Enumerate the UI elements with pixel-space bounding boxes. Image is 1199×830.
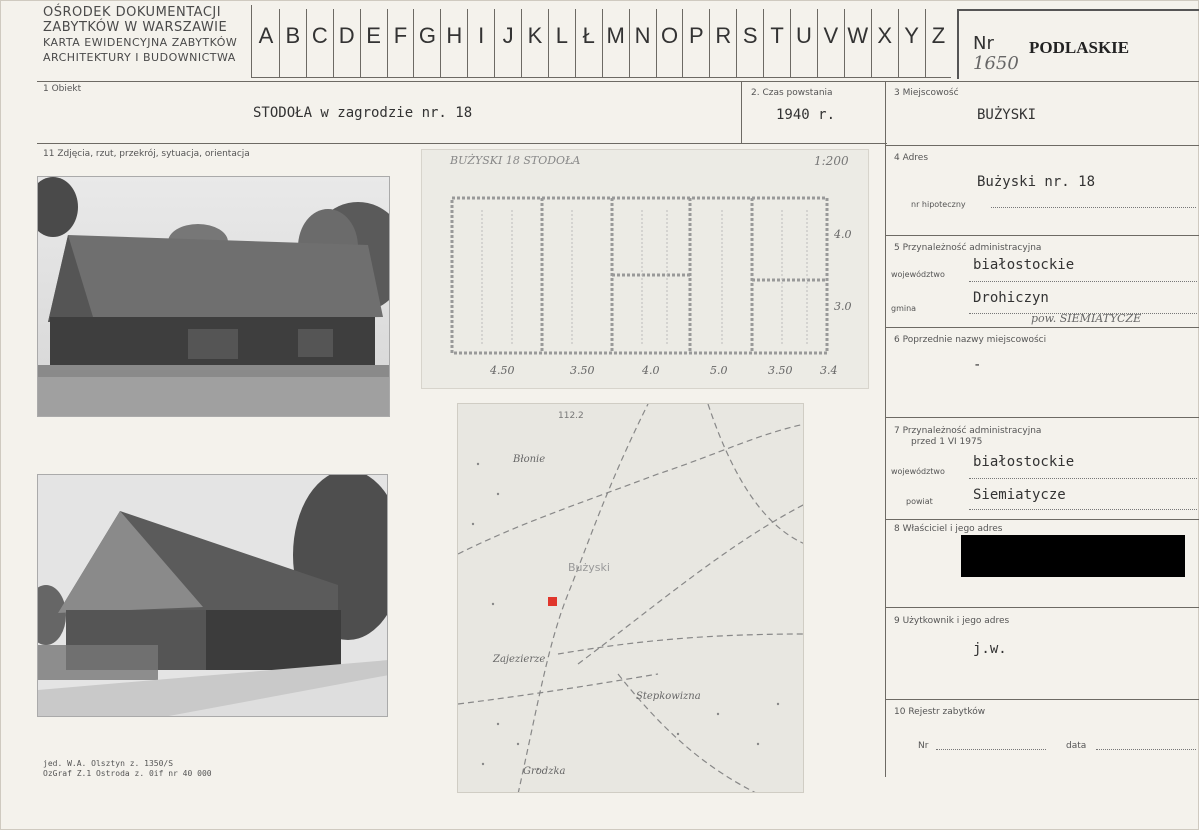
print-footer	[43, 759, 212, 779]
plan-dimension: 3.50	[768, 364, 793, 377]
alphabet-letter: G	[418, 23, 436, 48]
plan-dimension: 4.50	[490, 364, 515, 377]
region-stamp: PODLASKIE	[1029, 38, 1130, 57]
alphabet-letter: Ł	[582, 23, 595, 48]
alphabet-letter: R	[715, 23, 732, 48]
alphabet-letter: Y	[904, 23, 919, 48]
plan-side-dim-1: 4.0	[834, 228, 852, 241]
plan-dimension: 3.50	[570, 364, 595, 377]
zdjecia-label: 11 Zdjęcia, rzut, przekrój, sytuacja, orientacja	[43, 149, 250, 159]
print-footer-line2: OzGraf Z.1 Ostroda z. 0if nr 40 000	[43, 769, 212, 778]
alphabet-letter: P	[689, 23, 704, 48]
alphabet-letter: L	[555, 23, 569, 48]
alphabet-letter: N	[634, 23, 651, 48]
nr-value: 1650	[973, 53, 1019, 74]
wojewodztwo-value: białostockie	[973, 257, 1075, 273]
situation-map	[457, 403, 804, 793]
rejestr-label: 10 Rejestr zabytków	[894, 707, 986, 717]
poprzednie-label: 6 Poprzednie nazwy miejscowości	[894, 335, 1047, 345]
alphabet-letter: B	[285, 23, 301, 48]
przynaleznosc75-label: 7 Przynależność administracyjna	[894, 426, 1042, 436]
powiat-handwritten-note: pow. SIEMIATYCZE	[1031, 312, 1142, 325]
przynaleznosc-label: 5 Przynależność administracyjna	[894, 243, 1042, 253]
rejestr-nr-label: Nr	[918, 741, 929, 751]
barn-photo-side	[37, 474, 388, 717]
map-label-blonie: Błonie	[513, 454, 546, 465]
map-height: 112.2	[558, 411, 584, 421]
map-label-buzyski: Bużyski	[568, 561, 610, 574]
alphabet-letter: K	[527, 23, 543, 48]
alphabet-letter: I	[478, 23, 485, 48]
plan-dimension: 3.4	[820, 364, 838, 377]
nr-label: Nr	[973, 33, 994, 54]
institution-block	[43, 5, 248, 65]
institution-line1: OŚRODEK DOKUMENTACJI	[43, 5, 222, 20]
alphabet-letter: M	[606, 23, 625, 48]
adres-value: Bużyski nr. 18	[977, 174, 1096, 190]
map-label-zajezierze: Zajezierze	[493, 654, 546, 665]
poprzednie-value: -	[973, 357, 982, 373]
alphabet-letter: V	[823, 23, 839, 48]
obiekt-label: 1 Obiekt	[43, 84, 82, 94]
alphabet-letter: S	[742, 23, 758, 48]
alphabet-letter: A	[258, 23, 274, 48]
alphabet-letter: T	[770, 23, 784, 48]
czas-value: 1940 r.	[776, 107, 836, 123]
floor-plan	[421, 149, 869, 389]
alphabet-letter: E	[366, 23, 381, 48]
map-label-stepkowizna: Stepkowizna	[636, 691, 701, 702]
card-type-line2: ARCHITEKTURY I BUDOWNICTWA	[43, 51, 236, 64]
barn-photo-front	[37, 176, 390, 417]
card-type-line1: KARTA EWIDENCYJNA ZABYTKÓW	[43, 36, 238, 49]
adres-label: 4 Adres	[894, 153, 929, 163]
plan-side-dim-2: 3.0	[834, 300, 852, 313]
plan-scale: 1:200	[814, 154, 849, 168]
powiat-label: powiat	[906, 497, 933, 506]
gmina-label: gmina	[891, 304, 917, 313]
rejestr-data-label: data	[1066, 741, 1087, 751]
wojewodztwo75-value: białostockie	[973, 454, 1075, 470]
alphabet-letter: O	[660, 23, 679, 48]
plan-dimension: 5.0	[710, 364, 728, 377]
alphabet-letter: Z	[931, 23, 946, 48]
alphabet-letter: X	[877, 23, 893, 48]
gmina-value: Drohiczyn	[973, 290, 1049, 306]
alphabet-letter: W	[847, 23, 869, 48]
miejscowosc-label: 3 Miejscowość	[894, 88, 959, 98]
object-location-marker	[548, 597, 557, 606]
print-footer-line1: jed. W.A. Olsztyn z. 1350/S	[43, 759, 174, 768]
uzytkownik-value: j.w.	[973, 641, 1007, 657]
wojewodztwo-label: województwo	[891, 270, 945, 279]
institution-line2: ZABYTKÓW W WARSZAWIE	[43, 20, 228, 35]
plan-caption: BUŻYSKI 18 STODOŁA	[450, 154, 581, 167]
wlasciciel-label: 8 Właściciel i jego adres	[894, 524, 1003, 534]
powiat-value: Siemiatycze	[973, 487, 1066, 503]
czas-label: 2. Czas powstania	[751, 88, 833, 98]
plan-dimension: 4.0	[642, 364, 660, 377]
przynaleznosc75-date: przed 1 VI 1975	[911, 437, 983, 447]
alphabet-letter: J	[502, 23, 514, 48]
alphabet-letter: F	[393, 23, 408, 48]
uzytkownik-label: 9 Użytkownik i jego adres	[894, 616, 1010, 626]
alphabet-letter: H	[446, 23, 463, 48]
hipoteczny-label: nr hipoteczny	[911, 200, 966, 209]
redaction-bar	[961, 535, 1185, 577]
map-label-grodzka: Grodzka	[523, 766, 566, 777]
wojewodztwo75-label: województwo	[891, 467, 945, 476]
obiekt-value: STODOŁA w zagrodzie nr. 18	[253, 105, 473, 121]
alphabet-letter: U	[796, 23, 812, 48]
miejscowosc-value: BUŻYSKI	[977, 107, 1037, 123]
plan-drawing	[422, 150, 870, 390]
alphabet-letter: D	[338, 23, 355, 48]
alphabet-letter: C	[311, 23, 328, 48]
